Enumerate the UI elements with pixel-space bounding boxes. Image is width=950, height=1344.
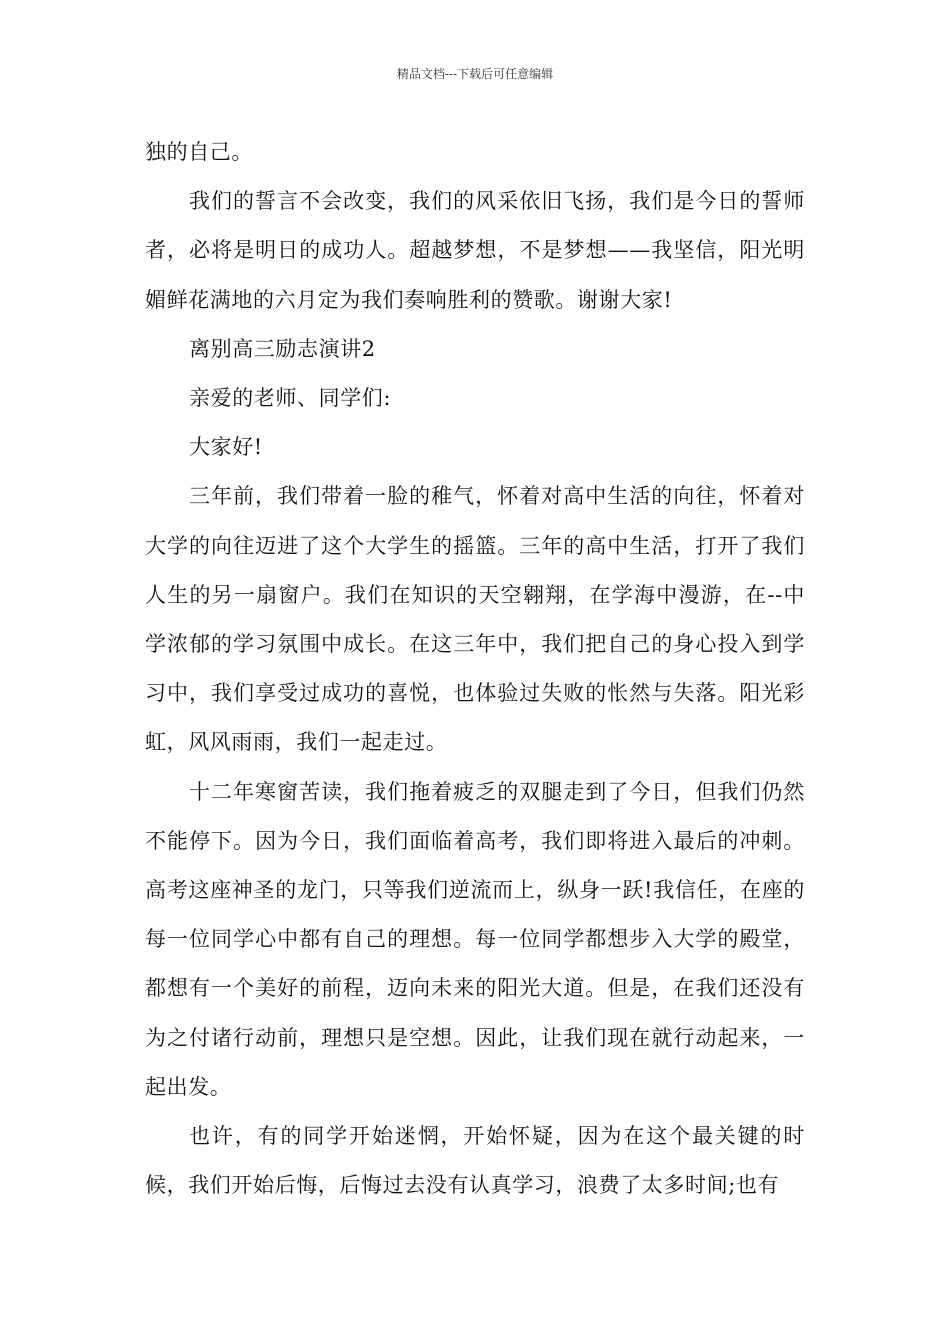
paragraph: 也许，有的同学开始迷惘，开始怀疑，因为在这个最关键的时候，我们开始后悔，后悔过去没有认真学习，浪费了太多时间;也有	[145, 1124, 805, 1198]
paragraph: 十二年寒窗苦读，我们拖着疲乏的双腿走到了今日，但我们仍然不能停下。因为今日，我们面临着高考，我们即将进入最后的冲刺。高考这座神圣的龙门，只等我们逆流而上，纵身一跃!我信任，在座的每一位同学心中都有自己的理想。每一位同学都想步入大学的殿堂，都想有一个美好的前程，迈向未来的阳光大道。但是，在我们还没有为之付诸行动前，理想只是空想。因此，让我们现在就行动起来，一起出发。	[145, 779, 805, 1099]
document-body	[145, 128, 805, 1210]
paragraph-continuation: 独的自己。	[145, 140, 253, 164]
section-title: 离别高三励志演讲2	[189, 336, 376, 361]
paragraph: 我们的誓言不会改变，我们的风采依旧飞扬，我们是今日的誓师者，必将是明日的成功人。超越梦想，不是梦想——我坚信，阳光明媚鲜花满地的六月定为我们奏响胜利的赞歌。谢谢大家!	[145, 189, 805, 312]
salutation: 亲爱的老师、同学们:	[189, 386, 392, 411]
greeting: 大家好!	[189, 435, 263, 460]
page-header: 精品文档---下载后可任意编辑	[396, 67, 554, 81]
paragraph: 三年前，我们带着一脸的稚气，怀着对高中生活的向往，怀着对大学的向往迈进了这个大学生的摇篮。三年的高中生活，打开了我们人生的另一扇窗户。我们在知识的天空翱翔，在学海中漫游，在--中学浓郁的学习氛围中成长。在这三年中，我们把自己的身心投入到学习中，我们享受过成功的喜悦，也体验过失败的怅然与失落。阳光彩虹，风风雨雨，我们一起走过。	[145, 484, 805, 755]
